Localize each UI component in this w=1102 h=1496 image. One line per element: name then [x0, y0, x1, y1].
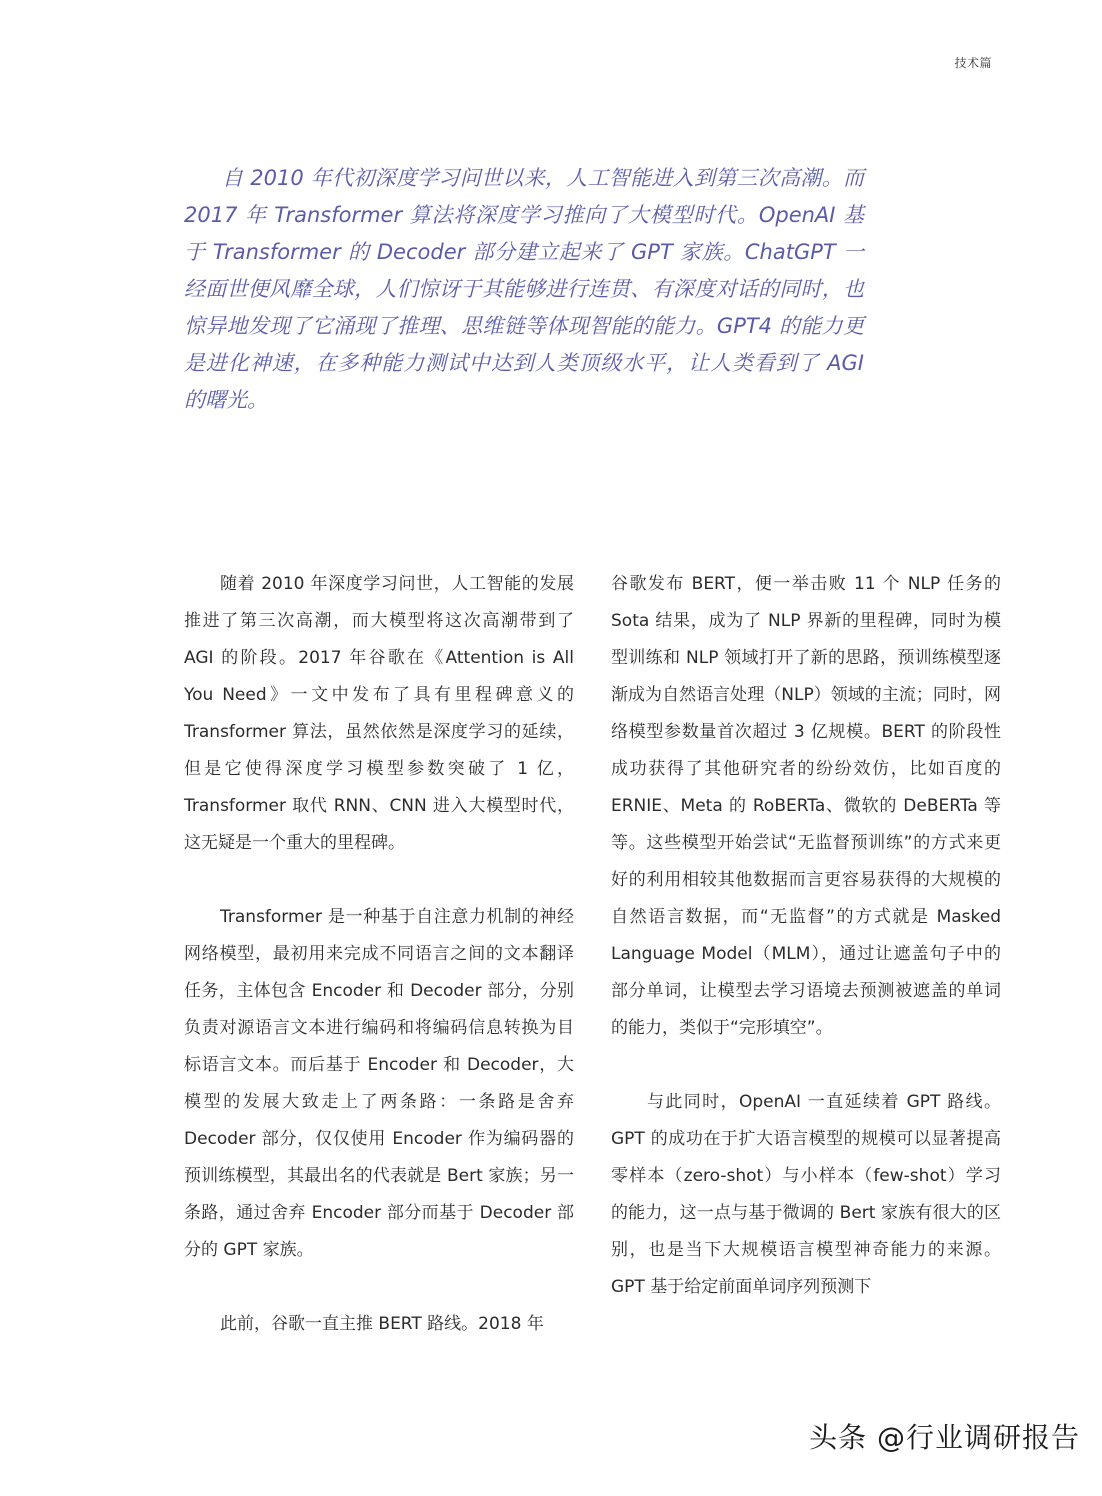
right-column — [611, 566, 1001, 1343]
section-tag: 技术篇 — [954, 56, 992, 70]
left-paragraph-1: 随着 2010 年深度学习问世，人工智能的发展推进了第三次高潮，而大模型将这次高潮带到了 AGI 的阶段。2017 年谷歌在《Attention is All You Need》一文中发布了具有里程碑意义的 Transformer 算法，虽然依然是深度学习的延续，但是它使得深度学习模型参数突破了 1 亿，Transformer 取代 RNN、CNN 进入大模型时代，这无疑是一个重大的里程碑。 — [184, 574, 574, 853]
left-column — [184, 566, 574, 1380]
watermark: 头条 @行业调研报告 — [809, 1421, 1080, 1454]
right-paragraph-2: 与此同时，OpenAI 一直延续着 GPT 路线。GPT 的成功在于扩大语言模型的规模可以显著提高零样本（zero-shot）与小样本（few-shot）学习的能力，这一点与基于微调的 Bert 家族有很大的区别，也是当下大规模语言模型神奇能力的来源。GPT 基于给定前面单词序列预测下 — [611, 1092, 1001, 1297]
left-paragraph-3: 此前，谷歌一直主推 BERT 路线。2018 年 — [220, 1314, 544, 1334]
intro-paragraph: 自 2010 年代初深度学习问世以来，人工智能进入到第三次高潮。而 2017 年 Transformer 算法将深度学习推向了大模型时代。OpenAI 基于 Transformer 的 Decoder 部分建立起来了 GPT 家族。ChatGPT 一经面世便风靡全球，人们惊讶于其能够进行连贯、有深度对话的同时，也惊异地发现了它涌现了推理、思维链等体现智能的能力。GPT4 的能力更是进化神速，在多种能力测试中达到人类顶级水平，让人类看到了 AGI 的曙光。 — [184, 166, 864, 412]
right-paragraph-1: 谷歌发布 BERT，便一举击败 11 个 NLP 任务的 Sota 结果，成为了 NLP 界新的里程碑，同时为模型训练和 NLP 领域打开了新的思路，预训练模型逐渐成为自然语言处理（NLP）领域的主流；同时，网络模型参数量首次超过 3 亿规模。BERT 的阶段性成功获得了其他研究者的纷纷效仿，比如百度的 ERNIE、Meta 的 RoBERTa、微软的 DeBERTa 等等。这些模型开始尝试“无监督预训练”的方式来更好的利用相较其他数据而言更容易获得的大规模的自然语言数据，而“无监督”的方式就是 Masked Language Model（MLM），通过让遮盖句子中的部分单词，让模型去学习语境去预测被遮盖的单词的能力，类似于“完形填空”。 — [611, 574, 1001, 1038]
left-paragraph-2: Transformer 是一种基于自注意力机制的神经网络模型，最初用来完成不同语言之间的文本翻译任务，主体包含 Encoder 和 Decoder 部分，分别负责对源语言文本进行编码和将编码信息转换为目标语言文本。而后基于 Encoder 和 Decoder，大模型的发展大致走上了两条路：一条路是舍弃 Decoder 部分，仅仅使用 Encoder 作为编码器的预训练模型，其最出名的代表就是 Bert 家族；另一条路，通过舍弃 Encoder 部分而基于 Decoder 部分的 GPT 家族。 — [184, 907, 574, 1260]
